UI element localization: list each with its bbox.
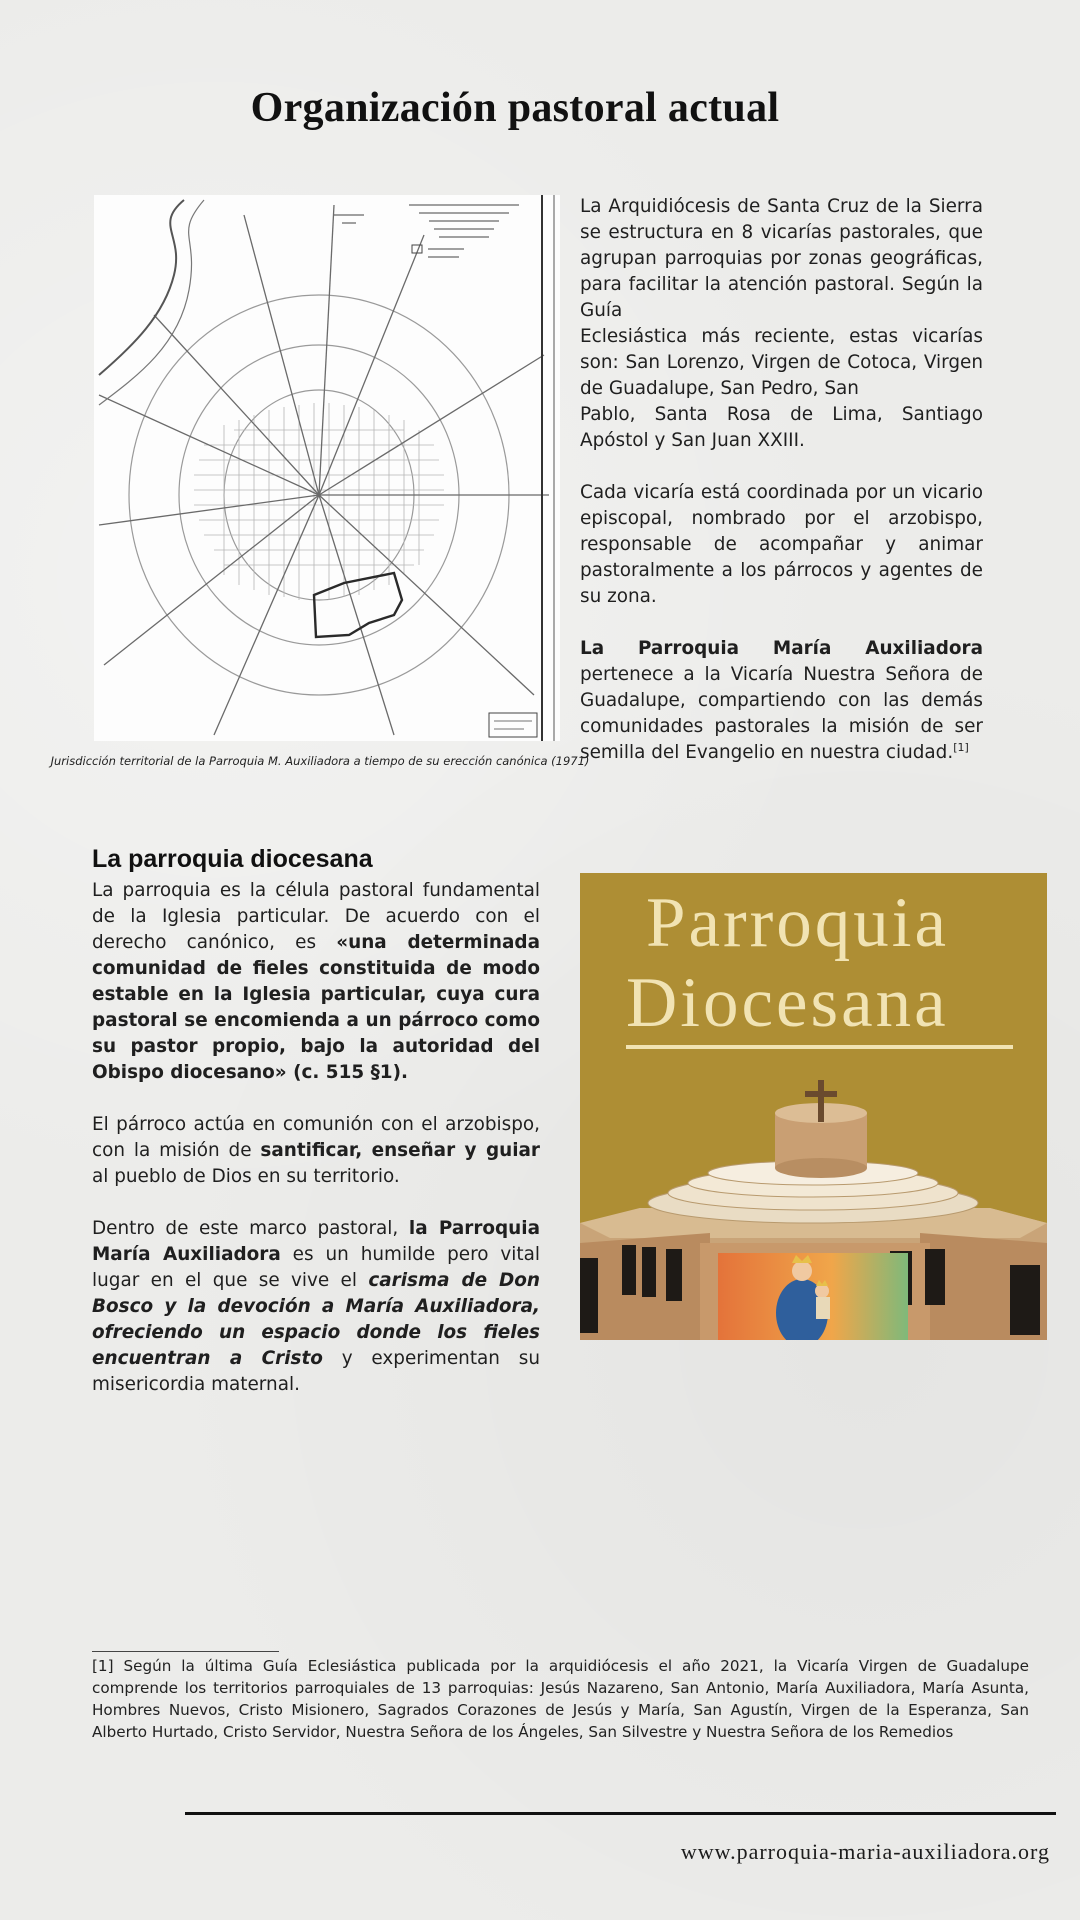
page-title: Organización pastoral actual [250, 85, 780, 131]
map-caption: Jurisdicción territorial de la Parroquia M. Auxiliadora a tiempo de su erección canónica (1971) [50, 754, 590, 768]
poster-title-line1: Parroquia [646, 884, 950, 962]
parish-name-bold: La Parroquia María Auxiliadora [580, 638, 983, 659]
territory-map-image [94, 195, 560, 741]
charism-bold-italic: carisma de Don Bosco y la devoción a María Auxiliadora, ofreciendo un espacio donde los fieles encuentran a Cristo [92, 1270, 540, 1369]
footer-divider [185, 1812, 1056, 1815]
parroquia-diocesana-poster [580, 873, 1047, 1340]
intro-text [580, 194, 983, 766]
section-paragraph-3 [92, 1216, 540, 1398]
section-p2-post: al pueblo de Dios en su territorio. [92, 1166, 400, 1187]
section-paragraph-2 [92, 1112, 540, 1190]
intro-p3-text: pertenece a la Vicaría Nuestra Señora de Guadalupe, compartiendo con las demás comunidades pastorales la misión de ser semilla del Evangelio en nuestra ciudad. [580, 664, 983, 763]
intro-paragraph-3 [580, 636, 983, 766]
footnote: [1] Según la última Guía Eclesiástica publicada por la arquidiócesis el año 2021, la Vicaría Virgen de Guadalupe comprende los territorios parroquiales de 13 parroquias: Jesús Nazareno, San Antonio, María Auxiliadora, María Asunta, Hombres Nuevos, Cristo Misionero, Sagrados Corazones de Jesús y María, San Agustín, Virgen de la Esperanza, San Alberto Hurtado, Cristo Servidor, Nuestra Señora de los Ángeles, San Silvestre y Nuestra Señora de los Remedios [92, 1657, 1029, 1741]
section-p1-text: La parroquia es la célula pastoral fundamental de la Iglesia particular. De acuerdo con el derecho canónico, es [92, 880, 540, 953]
poster-title-line2: Diocesana [626, 964, 949, 1042]
canon-quote: «una determinada comunidad de fieles constituida de modo estable en la Iglesia particular, cuya cura pastoral se encomienda a un párroco como su pastor propio, bajo la autoridad del Obispo diocesano» (c. 515 §1). [92, 932, 540, 1083]
section-p3-post: y experimentan su misericordia maternal. [92, 1348, 541, 1395]
section-title: La parroquia diocesana [92, 845, 373, 873]
section-text [92, 878, 540, 1398]
intro-paragraph-2: Cada vicaría está coordinada por un vicario episcopal, nombrado por el arzobispo, responsable de acompañar y animar pastoralmente a los párrocos y agentes de su zona. [580, 482, 983, 607]
intro-p1-line3: Pablo, Santa Rosa de Lima, Santiago Apóstol y San Juan XXIII. [580, 404, 983, 451]
parish-name-bold-2: la Parroquia María Auxiliadora [92, 1218, 540, 1265]
section-p3-pre: Dentro de este marco pastoral, [92, 1218, 409, 1239]
section-p3-mid: es un humilde pero vital lugar en el que se vive el [92, 1244, 540, 1291]
intro-paragraph-1 [580, 194, 983, 454]
section-paragraph-1 [92, 878, 540, 1086]
mission-bold: santificar, enseñar y guiar [260, 1140, 540, 1161]
footnote-ref-link[interactable]: [1] [953, 740, 969, 754]
intro-p1-line1: La Arquidiócesis de Santa Cruz de la Sierra se estructura en 8 vicarías pastorales, que agrupan parroquias por zonas geográficas, para facilitar la atención pastoral. Según la Guía [580, 196, 983, 321]
section-p2-pre: El párroco actúa en comunión con el arzobispo, con la misión de [92, 1114, 540, 1161]
footnote-divider [92, 1651, 279, 1652]
website-link[interactable]: www.parroquia-maria-auxiliadora.org [680, 1839, 1050, 1864]
intro-p1-line2: Eclesiástica más reciente, estas vicarías son: San Lorenzo, Virgen de Cotoca, Virgen de Guadalupe, San Pedro, San [580, 326, 983, 399]
map-drawing [94, 195, 560, 741]
